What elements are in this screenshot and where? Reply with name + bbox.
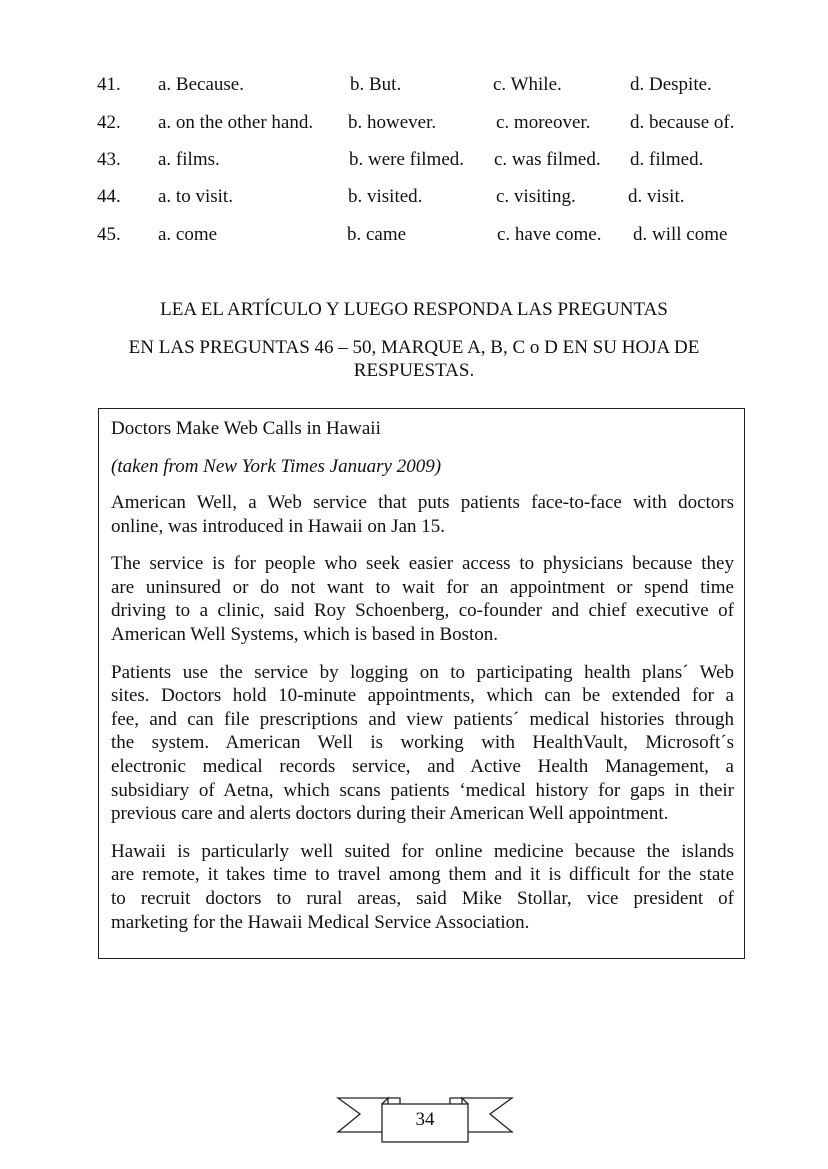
paragraph-line: previous care and alerts doctors during their American Well appointment. — [111, 803, 669, 825]
paragraph-line: Patients use the service by logging on to participating health plans´ Web — [111, 661, 734, 683]
option-b: b. were filmed. — [349, 149, 465, 170]
option-c: c. visiting. — [496, 186, 576, 207]
question-number: 43. — [97, 149, 121, 170]
instruction-line: EN LAS PREGUNTAS 46 – 50, MARQUE A, B, C o D EN SU HOJA DE — [128, 337, 700, 358]
question-row — [0, 186, 828, 210]
option-b: b. visited. — [348, 186, 423, 207]
article-source: (taken from New York Times January 2009) — [111, 456, 442, 477]
article-paragraph — [111, 491, 734, 538]
option-b: b. But. — [350, 74, 402, 95]
option-d: d. because of. — [630, 112, 735, 133]
paragraph-line: fee, and can file prescriptions and view patients´ medical histories through — [111, 708, 734, 730]
option-d: d. visit. — [628, 186, 685, 207]
article-paragraph — [111, 840, 734, 934]
question-number: 41. — [97, 74, 121, 95]
paragraph-line: to recruit doctors to rural areas, said Mike Stollar, vice president of — [111, 887, 734, 909]
option-b: b. however. — [348, 112, 437, 133]
question-number: 42. — [97, 112, 121, 133]
paragraph-line: sites. Doctors hold 10-minute appointments, which can be extended for a — [111, 685, 734, 707]
option-a: a. on the other hand. — [158, 112, 314, 133]
article-paragraph — [111, 661, 734, 826]
paragraph-line: electronic medical records service, and Active Health Management, a — [111, 755, 734, 777]
page-number: 34 — [415, 1109, 435, 1130]
question-row — [0, 149, 828, 173]
paragraph-line: The service is for people who seek easier access to physicians because they — [111, 553, 734, 575]
question-row — [0, 112, 828, 136]
option-a: a. to visit. — [158, 186, 233, 207]
option-d: d. will come — [633, 224, 728, 245]
paragraph-line: subsidiary of Aetna, which scans patients ‘medical history for gaps in their — [111, 779, 734, 801]
paragraph-line: the system. American Well is working with HealthVault, Microsoft´s — [111, 732, 734, 754]
instruction-heading: LEA EL ARTÍCULO Y LUEGO RESPONDA LAS PREGUNTAS — [160, 299, 668, 320]
option-d: d. filmed. — [630, 149, 704, 170]
question-number: 44. — [97, 186, 121, 207]
paragraph-line: Hawaii is particularly well suited for online medicine because the islands — [111, 840, 734, 862]
option-b: b. came — [347, 224, 407, 245]
question-row — [0, 224, 828, 248]
article-paragraph — [111, 552, 734, 646]
article-box — [98, 408, 745, 959]
question-row — [0, 74, 828, 98]
option-c: c. was filmed. — [494, 149, 601, 170]
instruction-line: RESPUESTAS. — [353, 360, 475, 381]
paragraph-line: are remote, it takes time to travel among them and it is difficult for the state — [111, 864, 734, 886]
option-c: c. While. — [493, 74, 562, 95]
question-number: 45. — [97, 224, 121, 245]
option-c: c. moreover. — [496, 112, 591, 133]
paragraph-line: American Well Systems, which is based in Boston. — [111, 623, 499, 645]
article-title: Doctors Make Web Calls in Hawaii — [111, 418, 381, 439]
option-a: a. films. — [158, 149, 220, 170]
paragraph-line: driving to a clinic, said Roy Schoenberg, co-founder and chief executive of — [111, 600, 734, 622]
page-number-banner — [330, 1092, 520, 1148]
paragraph-line: are uninsured or do not want to wait for an appointment or spend time — [111, 576, 734, 598]
option-c: c. have come. — [497, 224, 602, 245]
option-a: a. Because. — [158, 74, 244, 95]
paragraph-line: American Well, a Web service that puts patients face-to-face with doctors — [111, 492, 734, 513]
paragraph-line: online, was introduced in Hawaii on Jan 15. — [111, 515, 446, 537]
option-a: a. come — [158, 224, 218, 245]
option-d: d. Despite. — [630, 74, 712, 95]
paragraph-line: marketing for the Hawaii Medical Service Association. — [111, 911, 530, 933]
